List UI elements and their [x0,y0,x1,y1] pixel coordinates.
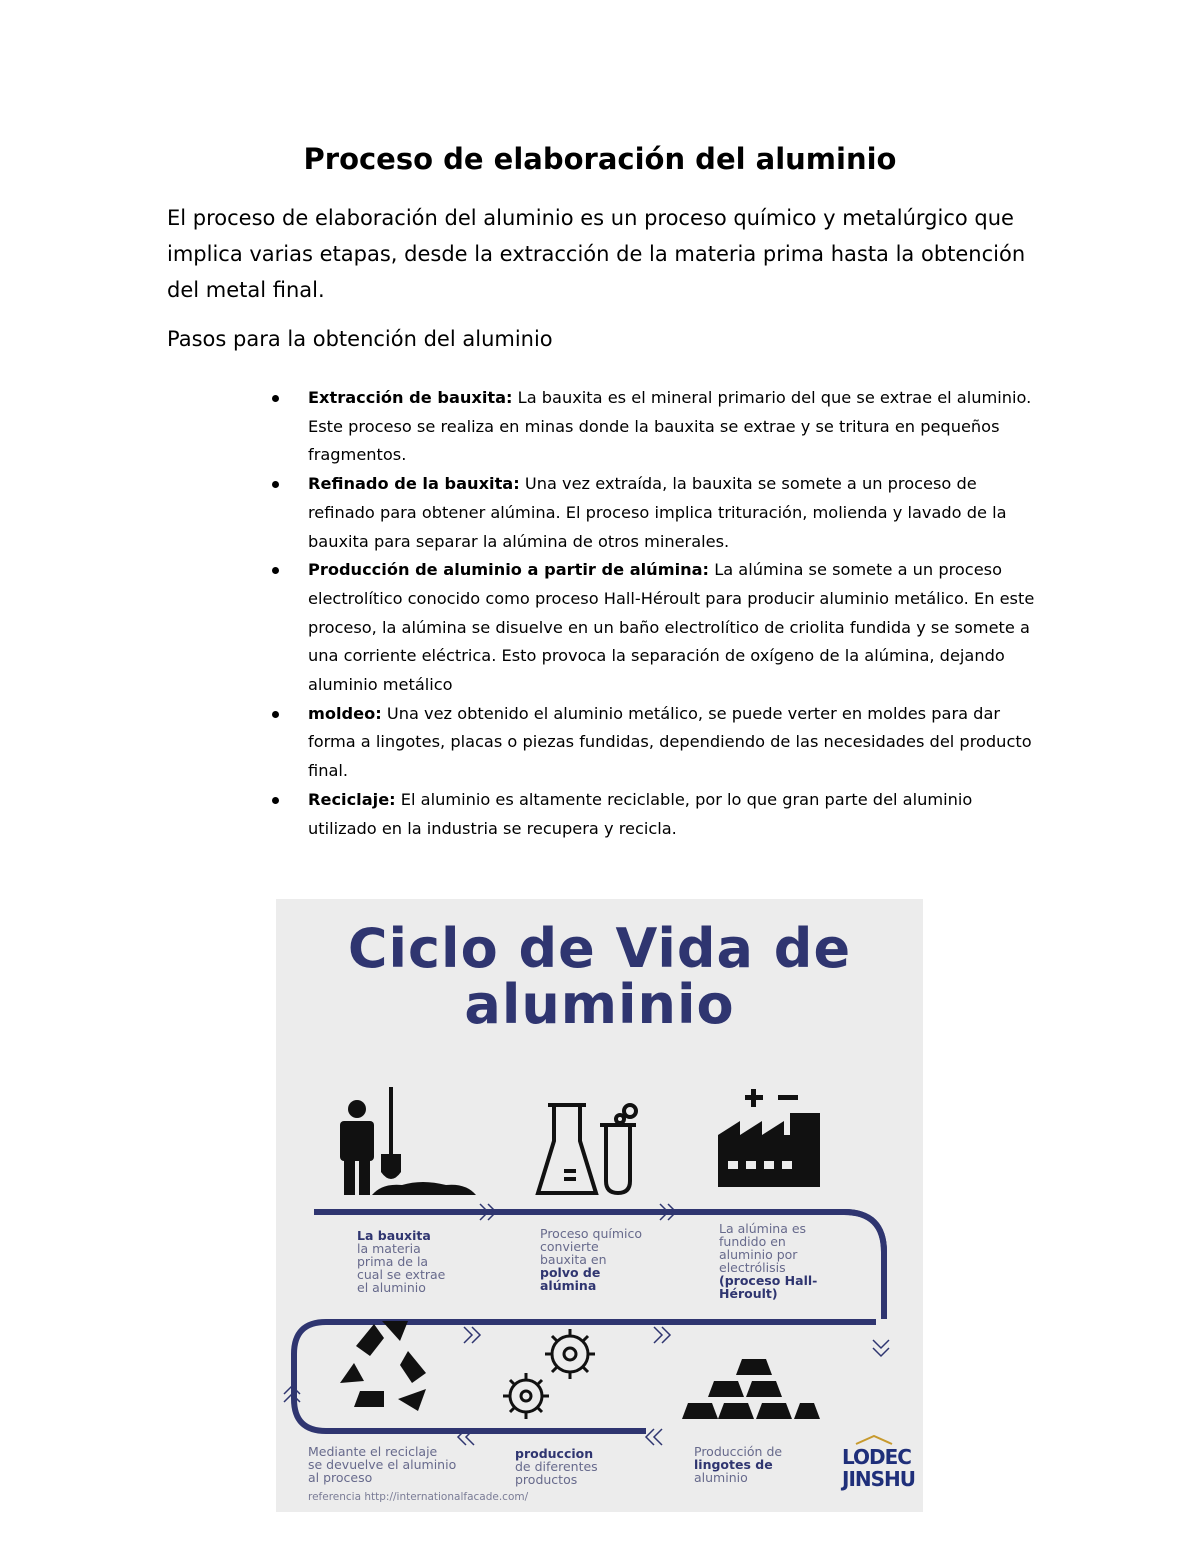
caption-bold: alúmina [540,1278,597,1293]
caption-line: productos [515,1472,578,1487]
step-term: Producción de aluminio a partir de alúmina: [308,560,710,580]
logo-line2: JINSHU [842,1467,916,1491]
step-term: Refinado de la bauxita: [308,474,520,494]
caption-line: fundido en [719,1234,786,1249]
caption-bold: (proceso Hall- [719,1273,818,1288]
caption-line: aluminio [694,1470,748,1485]
caption-line: Proceso químico [540,1226,643,1241]
caption-bold: lingotes de [694,1457,773,1472]
recycle-icon [340,1321,426,1411]
caption-line: la materia [357,1241,421,1256]
logo-line1: LODEC [842,1445,911,1469]
caption-alumina [719,1222,817,1300]
intro-paragraph: El proceso de elaboración del aluminio es un proceso químico y metalúrgico que implica varias etapas, desde la extracción de la materia prima hasta la obtención del metal final. [167,206,1026,302]
caption-line: de diferentes [515,1459,598,1474]
lab-flask-icon [538,1105,636,1193]
list-item [308,470,1043,556]
caption-line: Mediante el reciclaje [308,1444,438,1459]
caption-line: aluminio por [719,1247,798,1262]
step-term: Reciclaje: [308,789,396,809]
caption-bauxita [357,1229,445,1294]
caption-line: bauxita en [540,1252,607,1267]
infographic-title-line2: aluminio [464,973,735,1036]
caption-line: electrólisis [719,1260,786,1275]
list-item [308,556,1043,700]
step-term: moldeo: [308,703,382,723]
caption-proceso-quimico [540,1227,642,1292]
cycle-right-curve [844,1212,884,1319]
caption-line: se devuelve el aluminio [308,1457,457,1472]
steps-subtitle: Pasos para la obtención del aluminio [167,327,553,351]
list-item [308,786,1043,843]
list-item [308,384,1043,470]
caption-line: al proceso [308,1470,373,1485]
step-text: Una vez obtenido el aluminio metálico, se puede verter en moldes para dar forma a lingotes, placas o piezas fundidas, dependiendo de las necesidades del producto final. [308,703,1032,781]
cycle-graphic [276,899,923,1512]
caption-bold: Héroult) [719,1286,778,1301]
caption-bold: polvo de [540,1265,601,1280]
life-cycle-infographic [276,899,923,1512]
caption-bold: produccion [515,1446,594,1461]
caption-line: Producción de [694,1444,783,1459]
reference-link[interactable]: referencia http://internationalfacade.com/ [308,1491,529,1503]
caption-line: convierte [540,1239,599,1254]
caption-line: prima de la [357,1254,429,1269]
lodec-jinshu-logo [842,1435,916,1491]
step-text: El aluminio es altamente reciclable, por lo que gran parte del aluminio utilizado en la industria se recupera y recicla. [308,789,973,838]
caption-line: La alúmina es [719,1221,807,1236]
miner-icon [340,1087,476,1195]
step-text: La alúmina se somete a un proceso electrolítico conocido como proceso Hall-Héroult para producir aluminio metálico. En este proceso, la alúmina se disuelve en un baño electrolítico de criolita fundida y se somete a una corriente eléctrica. Esto provoca la separación de oxígeno de la alúmina, dejando aluminio metálico [308,560,1035,695]
step-text: Una vez extraída, la bauxita se somete a un proceso de refinado para obtener alúmina. El proceso implica trituración, molienda y lavado de la bauxita para separar la alúmina de otros minerales. [308,474,1007,551]
caption-reciclaje [308,1445,456,1484]
steps-list [308,384,1043,843]
caption-produccion [515,1447,598,1486]
step-text: La bauxita es el mineral primario del que se extrae el aluminio. Este proceso se realiza en minas donde la bauxita se extrae y se tritura en pequeños fragmentos. [308,388,1032,465]
caption-bauxita-bold: La bauxita [357,1228,431,1243]
ingots-icon [682,1359,820,1419]
page-title: Proceso de elaboración del aluminio [303,142,897,176]
infographic-title-line1: Ciclo de Vida de [347,917,852,980]
cycle-track-lower [472,1279,884,1381]
factory-icon [718,1089,820,1187]
caption-line: cual se extrae [357,1267,446,1282]
list-item [308,700,1043,786]
roof-icon [854,1435,894,1445]
gears-icon [503,1329,595,1419]
step-term: Extracción de bauxita: [308,388,513,407]
caption-lingotes [694,1445,782,1484]
caption-line: el aluminio [357,1280,426,1295]
